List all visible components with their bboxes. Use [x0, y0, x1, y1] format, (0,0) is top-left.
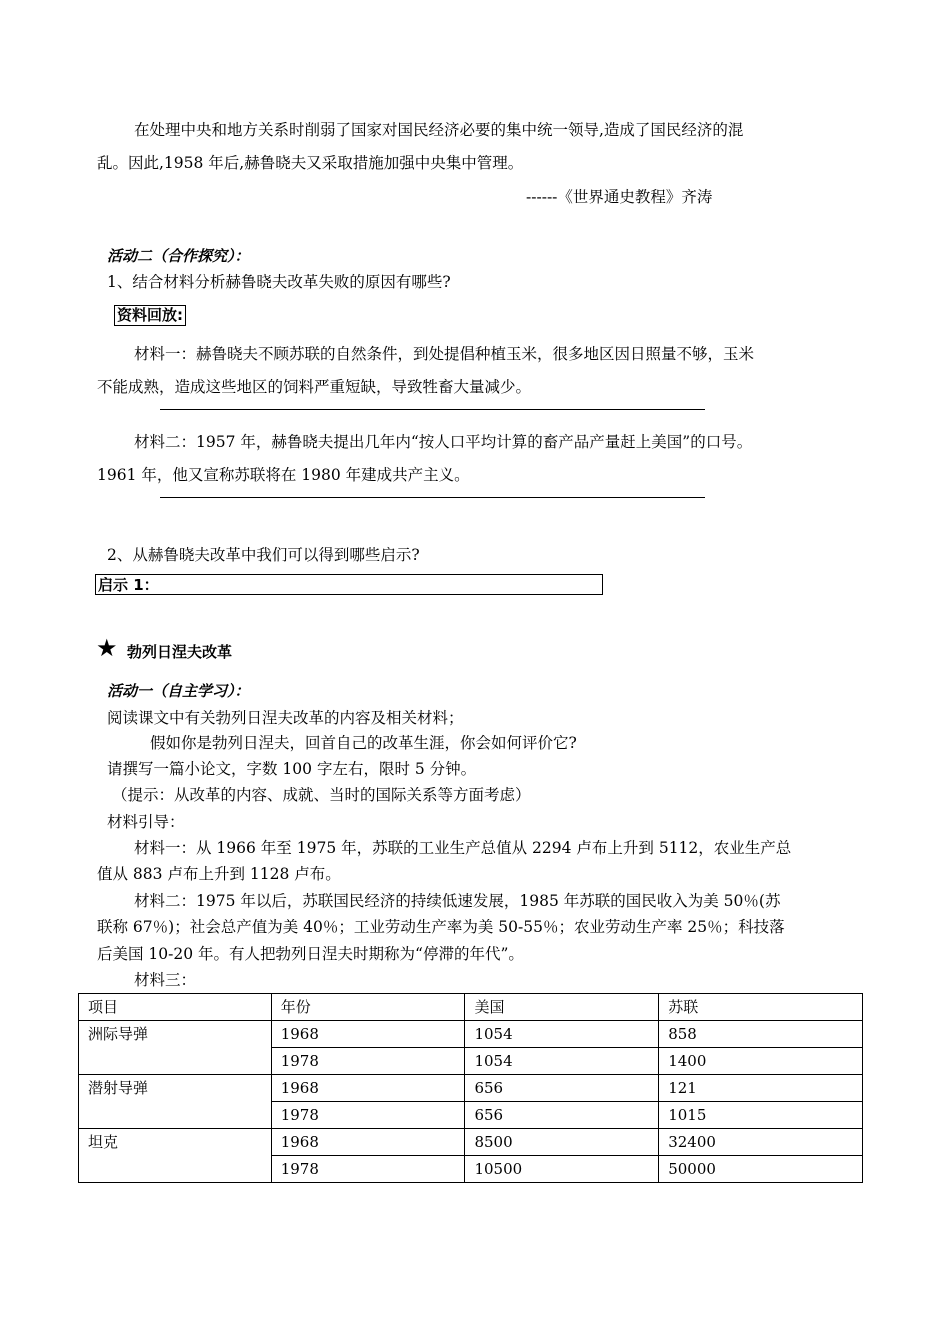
material-1-line-2: 不能成熟，造成这些地区的饲料严重短缺，导致牲畜大量减少。 [97, 378, 532, 396]
guide-label: 材料引导： [107, 813, 185, 831]
year-cell: 1978 [271, 1048, 465, 1075]
weapons-table [78, 993, 863, 1183]
ussr-cell: 1400 [659, 1048, 863, 1075]
answer-line-1[interactable] [160, 409, 705, 410]
section-title: 勃列日涅夫改革 [127, 643, 233, 661]
material-2-line-2: 1961 年，他又宣称苏联将在 1980 年建成共产主义。 [97, 466, 470, 484]
ussr-cell: 1015 [659, 1102, 863, 1129]
item-cell: 洲际导弹 [79, 1021, 272, 1075]
usa-cell: 1054 [465, 1048, 659, 1075]
instruction-line-2: 假如你是勃列日涅夫，回首自己的改革生涯，你会如何评价它? [150, 734, 577, 752]
b-material-1-line-1: 材料一：从 1966 年至 1975 年，苏联的工业生产总值从 2294 卢布上升到 5112，农业生产总 [134, 839, 792, 857]
paragraph-line-1: 在处理中央和地方关系时削弱了国家对国民经济必要的集中统一领导,造成了国民经济的混 [134, 121, 744, 139]
usa-cell: 10500 [465, 1156, 659, 1183]
usa-cell: 1054 [465, 1021, 659, 1048]
item-cell: 潜射导弹 [79, 1075, 272, 1129]
instruction-line-3: 请撰写一篇小论文，字数 100 字左右，限时 5 分钟。 [107, 760, 477, 778]
year-cell: 1968 [271, 1129, 465, 1156]
material-2-line-1: 材料二：1957 年，赫鲁晓夫提出几年内“按人口平均计算的畜产品产量赶上美国”的口号。 [134, 433, 753, 451]
b-material-3-label: 材料三： [134, 971, 197, 989]
insight-box[interactable] [95, 574, 603, 595]
b-material-2-line-3: 后美国 10-20 年。有人把勃列日涅夫时期称为“停滞的年代”。 [97, 945, 524, 963]
ussr-cell: 121 [659, 1075, 863, 1102]
activity-one-heading: 活动一（自主学习）： [107, 682, 250, 700]
ussr-cell: 32400 [659, 1129, 863, 1156]
b-material-1-line-2: 值从 883 卢布上升到 1128 卢布。 [97, 865, 341, 883]
citation: ------《世界通史教程》齐涛 [526, 188, 713, 206]
usa-cell: 8500 [465, 1129, 659, 1156]
header-ussr: 苏联 [659, 994, 863, 1021]
header-item: 项目 [79, 994, 272, 1021]
star-icon: ★ [96, 634, 118, 662]
activity-two-heading: 活动二（合作探究）： [107, 247, 250, 265]
insight-label: 启示 1： [98, 576, 159, 594]
ussr-cell: 50000 [659, 1156, 863, 1183]
item-cell: 坦克 [79, 1129, 272, 1183]
year-cell: 1968 [271, 1075, 465, 1102]
ussr-cell: 858 [659, 1021, 863, 1048]
paragraph-line-2: 乱。因此,1958 年后,赫鲁晓夫又采取措施加强中央集中管理。 [97, 154, 524, 172]
usa-cell: 656 [465, 1102, 659, 1129]
review-label: 资料回放: [114, 305, 186, 326]
table-row [79, 1075, 863, 1102]
table-header-row [79, 994, 863, 1021]
b-material-2-line-1: 材料二：1975 年以后，苏联国民经济的持续低速发展，1985 年苏联的国民收入为美 50％(苏 [134, 892, 781, 910]
header-usa: 美国 [465, 994, 659, 1021]
question-1: 1、结合材料分析赫鲁晓夫改革失败的原因有哪些? [107, 273, 451, 291]
question-2: 2、从赫鲁晓夫改革中我们可以得到哪些启示? [107, 546, 420, 564]
year-cell: 1978 [271, 1156, 465, 1183]
answer-line-2[interactable] [160, 497, 705, 498]
year-cell: 1978 [271, 1102, 465, 1129]
table-row [79, 1021, 863, 1048]
table-row [79, 1129, 863, 1156]
year-cell: 1968 [271, 1021, 465, 1048]
material-1-line-1: 材料一：赫鲁晓夫不顾苏联的自然条件，到处提倡种植玉米，很多地区因日照量不够，玉米 [134, 345, 755, 363]
instruction-line-1: 阅读课文中有关勃列日涅夫改革的内容及相关材料； [107, 709, 464, 727]
usa-cell: 656 [465, 1075, 659, 1102]
b-material-2-line-2: 联称 67％)；社会总产值为美 40％；工业劳动生产率为美 50-55％；农业劳动生产率 25％；科技落 [97, 918, 785, 936]
hint-line: （提示：从改革的内容、成就、当时的国际关系等方面考虑） [112, 786, 531, 804]
header-year: 年份 [271, 994, 465, 1021]
